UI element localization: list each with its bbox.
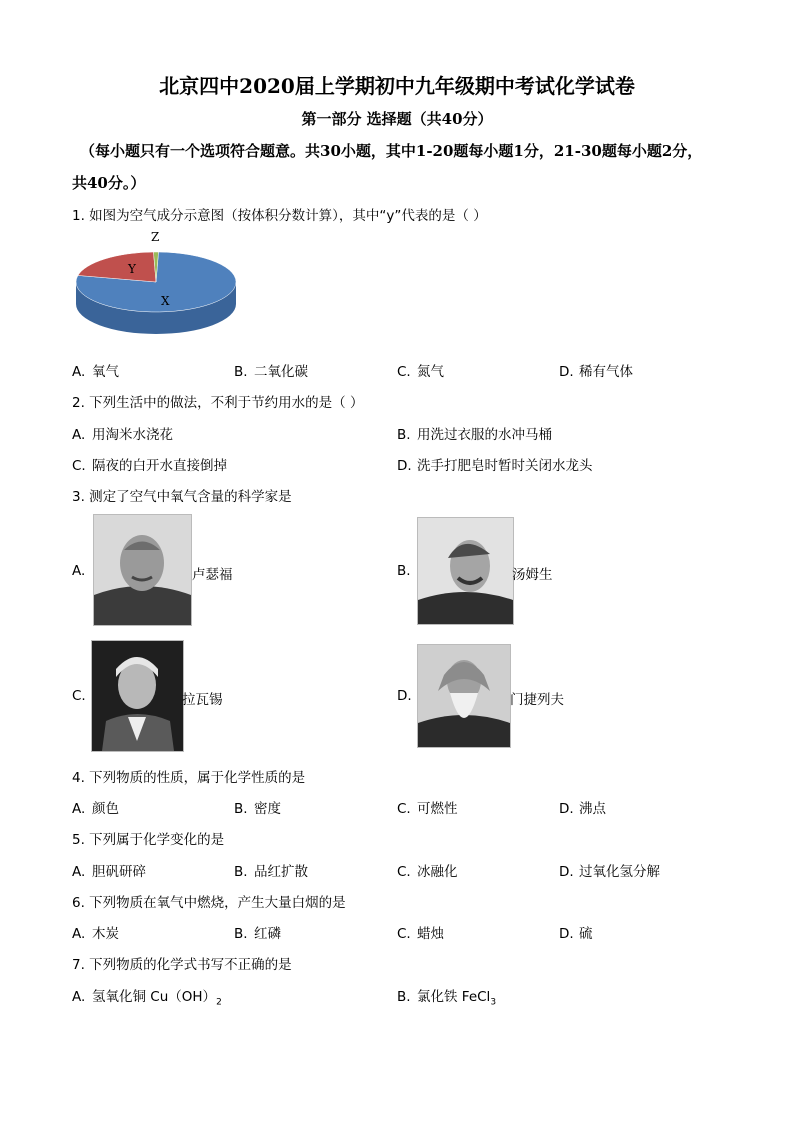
q5-option-d[interactable]: D. 过氧化氢分解 xyxy=(559,864,660,880)
question-6-stem: 6. 下列物质在氧气中燃烧，产生大量白烟的是 xyxy=(72,895,346,911)
exam-title: 北京四中2020届上学期初中九年级期中考试化学试卷 xyxy=(159,74,635,98)
portrait-thomson-image xyxy=(417,517,514,625)
q2-option-d[interactable]: D. 洗手打肥皂时暂时关闭水龙头 xyxy=(397,458,593,474)
question-2-stem: 2. 下列生活中的做法，不利于节约用水的是（ ） xyxy=(72,395,364,411)
question-5-stem: 5. 下列属于化学变化的是 xyxy=(72,832,225,848)
q5-option-a[interactable]: A. 胆矾研碎 xyxy=(72,864,146,880)
air-composition-pie-chart xyxy=(70,226,245,346)
q6-option-b[interactable]: B. 红磷 xyxy=(234,926,281,942)
pie-label-y: Y xyxy=(128,262,136,276)
q3-option-b-letter[interactable]: B. xyxy=(397,563,411,579)
q3-option-c-letter[interactable]: C. xyxy=(72,688,86,704)
q1-option-b[interactable]: B. 二氧化碳 xyxy=(234,364,308,380)
pie-label-x: X xyxy=(161,294,170,308)
pie-label-z: Z xyxy=(151,230,160,244)
q4-option-c[interactable]: C. 可燃性 xyxy=(397,801,458,817)
portrait-rutherford-image xyxy=(93,514,192,626)
q3-option-a-letter[interactable]: A. xyxy=(72,563,86,579)
q4-option-b[interactable]: B. 密度 xyxy=(234,801,281,817)
instructions-line-1: （每小题只有一个选项符合题意。共30小题，其中1-20题每小题1分，21-30题每小题2分， xyxy=(80,142,703,160)
q2-option-c[interactable]: C. 隔夜的白开水直接倒掉 xyxy=(72,458,227,474)
q5-option-c[interactable]: C. 冰融化 xyxy=(397,864,458,880)
q4-option-d[interactable]: D. 沸点 xyxy=(559,801,606,817)
question-4-stem: 4. 下列物质的性质，属于化学性质的是 xyxy=(72,770,306,786)
q7-option-a[interactable]: A. 氢氧化铜 $Cu(OH)_2$ xyxy=(72,989,222,1008)
q2-option-a[interactable]: A. 用淘米水浇花 xyxy=(72,427,173,443)
question-1-stem: 1. 如图为空气成分示意图（按体积分数计算），其中“y”代表的是（ ） xyxy=(72,208,487,224)
question-3-stem: 3. 测定了空气中氧气含量的科学家是 xyxy=(72,489,292,505)
q6-option-c[interactable]: C. 蜡烛 xyxy=(397,926,444,942)
q1-option-c[interactable]: C. 氮气 xyxy=(397,364,444,380)
instructions-line-2: 共40分。） xyxy=(72,174,146,192)
q3-option-a-text[interactable]: 卢瑟福 xyxy=(192,567,233,583)
q5-option-b[interactable]: B. 品红扩散 xyxy=(234,864,308,880)
q3-option-d-letter[interactable]: D. xyxy=(397,688,412,704)
q1-option-a[interactable]: A. 氧气 xyxy=(72,364,119,380)
question-7-stem: 7. 下列物质的化学式书写不正确的是 xyxy=(72,957,292,973)
q3-option-b-text[interactable]: 汤姆生 xyxy=(512,567,553,583)
q6-option-a[interactable]: A. 木炭 xyxy=(72,926,119,942)
q7-option-b[interactable]: B. 氯化铁 FeCl$_3$ xyxy=(397,989,497,1008)
section-title: 第一部分 选择题（共40分） xyxy=(301,110,493,128)
q3-option-c-text[interactable]: 拉瓦锡 xyxy=(182,692,223,708)
q1-option-d[interactable]: D. 稀有气体 xyxy=(559,364,633,380)
q2-option-b[interactable]: B. 用洗过衣服的水冲马桶 xyxy=(397,427,552,443)
q4-option-a[interactable]: A. 颜色 xyxy=(72,801,119,817)
portrait-mendeleev-image xyxy=(417,644,511,748)
q3-option-d-text[interactable]: 门捷列夫 xyxy=(510,692,564,708)
portrait-lavoisier-image xyxy=(91,640,184,752)
q6-option-d[interactable]: D. 硫 xyxy=(559,926,593,942)
